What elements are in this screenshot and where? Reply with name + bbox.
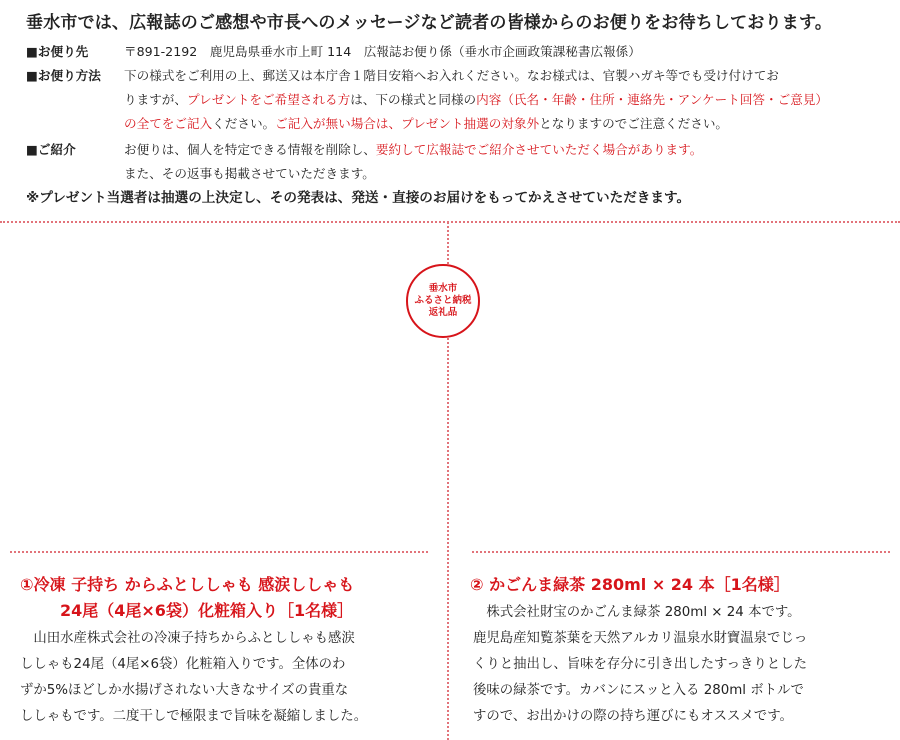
present-2-dotted-divider (472, 551, 890, 553)
present-1-desc-line: ししゃもです。二度干しで極限まで旨味を凝縮しました。 (20, 709, 368, 724)
method-line-2-mid: は、下の様式と同様の (350, 92, 477, 107)
method-line-3-mid: ください。 (212, 116, 276, 131)
seal-line-3: 返礼品 (428, 307, 458, 318)
intro-line-2: また、その返事も掲載させていただきます。 (124, 166, 375, 181)
method-body (124, 64, 828, 136)
method-line-2-red-2: 内容（氏名・年齢・住所・連絡先・アンケート回答・ご意見） (476, 92, 828, 107)
method-line-3 (124, 112, 828, 136)
method-line-2 (124, 88, 828, 112)
present-1-desc-line: ずか5%ほどしか水揚げされない大きなサイズの貴重な (20, 683, 349, 698)
present-2-desc-line: 後味の緑茶です。カバンにスッと入る 280ml ボトルで (473, 683, 804, 698)
present-2-description (473, 600, 893, 730)
present-2-title: ② かごんま緑茶 280ml × 24 本［1名様］ (470, 575, 790, 594)
present-2-desc-line: くりと抽出し、旨味を存分に引き出したすっきりとした (473, 657, 807, 672)
address-text: 〒891-2192 鹿児島県垂水市上町 114 広報誌お便り係（垂水市企画政策課秘書広報係） (124, 44, 641, 59)
method-line-3-red-2: ご記入が無い場合は、プレゼント抽選の対象外 (275, 116, 540, 131)
method-line-1: 下の様式をご利用の上、郵送又は本庁舎１階目安箱へお入れください。なお様式は、官製ハガキ等でも受け付けてお (124, 68, 779, 83)
intro-line-1-red: 要約して広報誌でご紹介させていただく場合があります。 (375, 142, 703, 157)
present-1-title-line-1: ①冷凍 子持ち からふとししゃも 感涙ししゃも (20, 575, 355, 594)
address-label: ■お便り先 (26, 44, 89, 59)
intro-label: ■ご紹介 (26, 142, 76, 157)
method-line-2-red-1: プレゼントをご希望される方 (186, 92, 351, 107)
present-note: ※プレゼント当選者は抽選の上決定し、その発表は、発送・直接のお届けをもってかえさせていただきます。 (26, 190, 691, 206)
present-2-desc-line: すので、お出かけの際の持ち運びにもオススメです。 (473, 709, 793, 724)
top-dotted-divider (0, 221, 900, 223)
headline: 垂水市では、広報誌のご感想や市長へのメッセージなど読者の皆様からのお便りをお待ちしております。 (26, 13, 833, 33)
method-label: ■お便り方法 (26, 68, 101, 83)
present-2-desc-line: 鹿児島産知覧茶葉を天然アルカリ温泉水財寶温泉でじっ (473, 631, 808, 646)
method-line-3-post: となりますのでご注意ください。 (539, 116, 728, 131)
intro-body (124, 138, 702, 186)
intro-line-1 (124, 138, 702, 162)
present-2-desc-line: 株式会社財宝のかごんま緑茶 280ml × 24 本です。 (473, 605, 801, 620)
intro-line-1-pre: お便りは、個人を特定できる情報を削除し、 (124, 142, 376, 157)
present-1-dotted-divider (10, 551, 428, 553)
method-line-3-red-1: の全てをご記入 (124, 116, 213, 131)
method-line-2-pre: りますが、 (124, 92, 187, 107)
present-1-title-line-2: 24尾（4尾×6袋）化粧箱入り［1名様］ (60, 601, 354, 620)
present-1-desc-line: ししゃも24尾（4尾×6袋）化粧箱入りです。全体のわ (20, 657, 346, 672)
seal-line-1: 垂水市 (428, 283, 458, 294)
present-1-desc-line: 山田水産株式会社の冷凍子持ちからふとししゃも感涙 (20, 631, 355, 646)
present-1-description (20, 626, 422, 730)
furusato-nozei-seal (406, 264, 480, 338)
seal-line-2: ふるさと納税 (414, 295, 472, 306)
